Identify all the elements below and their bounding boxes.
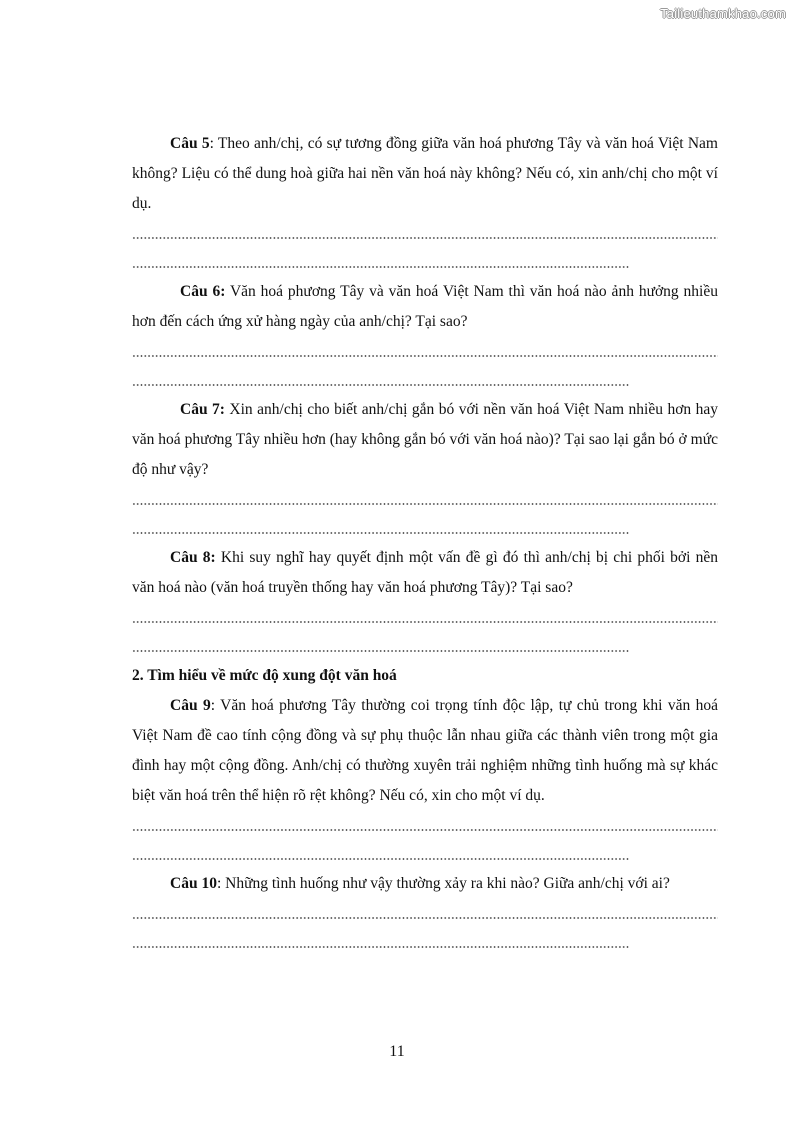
answer-line bbox=[132, 248, 718, 277]
question-7 bbox=[132, 395, 718, 485]
question-7-label: Câu 7: bbox=[180, 401, 225, 418]
question-5 bbox=[132, 129, 718, 219]
question-10-sep: : bbox=[216, 875, 222, 892]
answer-line bbox=[132, 603, 718, 632]
question-9-label: Câu 9 bbox=[170, 697, 211, 714]
question-6-text: Văn hoá phương Tây và văn hoá Việt Nam thì văn hoá nào ảnh hưởng nhiều hơn đến cách ứng xử hàng ngày của anh/chị? Tại sao? bbox=[132, 283, 718, 330]
answer-line bbox=[132, 899, 718, 928]
question-5-label: Câu 5 bbox=[170, 135, 210, 152]
question-8 bbox=[132, 543, 718, 603]
answer-line bbox=[132, 811, 718, 840]
answer-line bbox=[132, 632, 718, 661]
questionnaire bbox=[132, 129, 718, 957]
watermark: Tailieuthamkhao.com bbox=[660, 6, 786, 21]
section-heading: 2. Tìm hiểu về mức độ xung đột văn hoá bbox=[132, 667, 397, 684]
question-10-text: Những tình huống như vậy thường xảy ra khi nào? Giữa anh/chị với ai? bbox=[221, 875, 670, 892]
question-10-label: Câu 10 bbox=[170, 875, 217, 892]
answer-line bbox=[132, 840, 718, 869]
question-8-label: Câu 8: bbox=[170, 549, 216, 566]
answer-line bbox=[132, 219, 718, 248]
question-8-text: Khi suy nghĩ hay quyết định một vấn đề gì đó thì anh/chị bị chi phối bởi nền văn hoá nào (văn hoá truyền thống hay văn hoá phương Tây)? Tại sao? bbox=[132, 549, 718, 596]
question-9-sep: : bbox=[210, 697, 216, 714]
answer-line bbox=[132, 928, 718, 957]
page-number: 11 bbox=[389, 1043, 405, 1060]
question-9-text: Văn hoá phương Tây thường coi trọng tính độc lập, tự chủ trong khi văn hoá Việt Nam đề cao tính cộng đồng và sự phụ thuộc lẫn nhau giữa các thành viên trong một gia đình hay một cộng đồng. Anh/chị có thường xuyên trải nghiệm những tình huống mà sự khác biệt văn hoá trên thể hiện rõ rệt không? Nếu có, xin cho một ví dụ. bbox=[132, 697, 718, 804]
question-10 bbox=[132, 869, 718, 899]
answer-line bbox=[132, 485, 718, 514]
answer-line bbox=[132, 514, 718, 543]
question-6-label: Câu 6: bbox=[180, 283, 226, 300]
question-5-sep: : bbox=[209, 135, 214, 152]
question-6 bbox=[132, 277, 718, 337]
answer-line bbox=[132, 366, 718, 395]
answer-line bbox=[132, 337, 718, 366]
question-7-text: Xin anh/chị cho biết anh/chị gắn bó với nền văn hoá Việt Nam nhiều hơn hay văn hoá phương Tây nhiều hơn (hay không gắn bó với văn hoá nào)? Tại sao lại gắn bó ở mức độ như vậy? bbox=[132, 401, 718, 478]
question-9 bbox=[132, 691, 718, 811]
question-5-text: Theo anh/chị, có sự tương đồng giữa văn hoá phương Tây và văn hoá Việt Nam không? Liệu có thể dung hoà giữa hai nền văn hoá này không? Nếu có, xin anh/chị cho một ví dụ. bbox=[132, 135, 718, 212]
